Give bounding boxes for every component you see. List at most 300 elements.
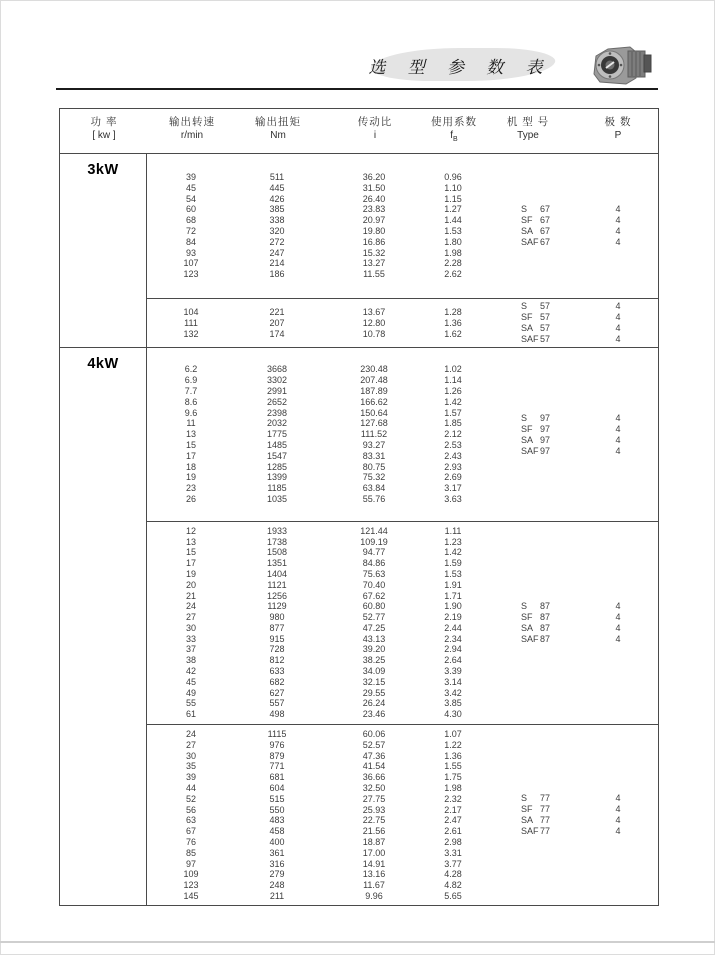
type-block <box>478 793 658 837</box>
table-row <box>147 880 658 891</box>
poles-value: 4 <box>615 412 621 423</box>
speed-cell: 20 <box>185 579 196 590</box>
service-factor-cell: 1.55 <box>444 761 462 772</box>
torque-cell: 879 <box>269 750 285 761</box>
power-cell <box>60 348 147 904</box>
ratio-cell: 23.83 <box>362 204 386 215</box>
service-factor-cell: 1.91 <box>444 579 462 590</box>
speed-cell: 107 <box>183 258 199 269</box>
ratio-cell: 55.76 <box>362 493 386 504</box>
ratio-cell: 12.80 <box>362 317 386 328</box>
speed-cell: 6.2 <box>184 364 198 375</box>
type-row <box>478 634 658 645</box>
speed-cell: 17 <box>185 450 196 461</box>
service-factor-cell: 1.11 <box>444 525 462 536</box>
ratio-block <box>147 298 658 347</box>
poles-value: 4 <box>615 214 621 225</box>
ratio-cell: 43.13 <box>362 633 386 644</box>
type-prefix: SF <box>521 423 533 434</box>
type-row <box>478 312 658 323</box>
service-factor-cell: 1.53 <box>444 225 462 236</box>
power-label: 4kW <box>87 356 119 373</box>
torque-cell: 385 <box>269 204 285 215</box>
type-row <box>478 623 658 634</box>
speed-cell: 18 <box>185 461 196 472</box>
poles-value: 4 <box>615 622 621 633</box>
type-row <box>478 612 658 623</box>
type-prefix: SA <box>521 622 534 633</box>
type-size: 57 <box>540 323 551 334</box>
ratio-cell: 15.32 <box>362 247 386 258</box>
table-row <box>147 751 658 762</box>
torque-cell: 498 <box>269 709 285 720</box>
ratio-cell: 32.15 <box>362 676 386 687</box>
table-body <box>60 154 658 905</box>
service-factor-cell: 1.28 <box>444 306 462 317</box>
service-factor-cell: 2.19 <box>444 612 462 623</box>
type-name <box>478 793 578 804</box>
speed-cell: 39 <box>185 772 196 783</box>
torque-cell: 1035 <box>266 493 288 504</box>
service-factor-cell: 0.96 <box>444 172 462 182</box>
ratio-cell: 36.66 <box>362 772 386 783</box>
table-row <box>147 677 658 688</box>
service-factor-cell: 1.85 <box>444 418 462 429</box>
type-size: 87 <box>540 622 551 633</box>
service-factor-cell: 1.26 <box>444 385 462 396</box>
torque-cell: 483 <box>269 815 285 826</box>
torque-cell: 2398 <box>266 407 288 418</box>
torque-cell: 1775 <box>266 429 288 440</box>
speed-cell: 93 <box>185 247 196 258</box>
torque-cell: 2032 <box>266 418 288 429</box>
table-row <box>147 655 658 666</box>
table-row <box>147 729 658 740</box>
type-name <box>478 215 578 226</box>
ratio-cell: 36.20 <box>362 172 386 182</box>
power-section <box>60 154 658 347</box>
type-row <box>478 413 658 424</box>
type-prefix: S <box>521 600 528 611</box>
ratio-cell: 80.75 <box>362 461 386 472</box>
ratio-block <box>147 348 658 520</box>
table-row <box>147 172 658 183</box>
service-factor-cell: 1.27 <box>444 204 462 215</box>
type-size: 97 <box>540 423 551 434</box>
table-header-row <box>60 109 658 154</box>
type-row <box>478 435 658 446</box>
speed-cell: 23 <box>185 483 196 494</box>
poles-value: 4 <box>615 814 621 825</box>
table-row <box>147 397 658 408</box>
ratio-cell: 25.93 <box>362 804 386 815</box>
speed-cell: 76 <box>185 837 196 848</box>
type-name <box>478 435 578 446</box>
type-block <box>478 301 658 345</box>
speed-cell: 13 <box>185 429 196 440</box>
table-row <box>147 859 658 870</box>
table-row <box>147 772 658 783</box>
service-factor-cell: 2.53 <box>444 439 462 450</box>
torque-cell: 186 <box>269 269 285 280</box>
speed-cell: 63 <box>185 815 196 826</box>
table-row <box>147 364 658 375</box>
table-row <box>147 580 658 591</box>
type-size: 97 <box>540 445 551 456</box>
torque-cell: 1399 <box>266 472 288 483</box>
service-factor-cell: 3.39 <box>444 666 462 677</box>
table-row <box>147 848 658 859</box>
service-factor-cell: 3.85 <box>444 698 462 709</box>
torque-cell: 728 <box>269 644 285 655</box>
ratio-cell: 187.89 <box>360 385 388 396</box>
type-name <box>478 301 578 312</box>
table-row <box>147 688 658 699</box>
torque-cell: 3302 <box>266 375 288 386</box>
service-factor-cell: 2.69 <box>444 472 462 483</box>
speed-cell: 49 <box>185 687 196 698</box>
speed-cell: 104 <box>183 306 199 317</box>
gearmotor-image <box>588 40 656 90</box>
poles-value: 4 <box>615 312 621 323</box>
ratio-cell: 27.75 <box>362 793 386 804</box>
speed-cell: 12 <box>185 525 196 536</box>
type-size: 77 <box>540 803 551 814</box>
table-row <box>147 472 658 483</box>
page-title: 选 型 参 数 表 <box>368 58 552 77</box>
service-factor-cell: 2.32 <box>444 793 462 804</box>
service-factor-cell: 1.71 <box>444 590 462 601</box>
service-factor-cell: 1.23 <box>444 536 462 547</box>
poles-value: 4 <box>615 445 621 456</box>
ratio-cell: 31.50 <box>362 182 386 193</box>
table-row <box>147 837 658 848</box>
poles-value: 4 <box>615 633 621 644</box>
torque-cell: 682 <box>269 676 285 687</box>
torque-cell: 211 <box>269 891 285 902</box>
type-name <box>478 446 578 457</box>
speed-cell: 19 <box>185 568 196 579</box>
type-prefix: S <box>521 301 528 312</box>
type-size: 67 <box>540 214 551 225</box>
service-factor-cell: 5.65 <box>444 891 462 902</box>
service-factor-cell: 2.47 <box>444 815 462 826</box>
table-row <box>147 375 658 386</box>
ratio-cell: 52.77 <box>362 612 386 623</box>
ratio-block <box>147 521 658 724</box>
torque-cell: 633 <box>269 666 285 677</box>
table-row <box>147 740 658 751</box>
torque-cell: 3668 <box>266 364 288 375</box>
torque-cell: 338 <box>269 215 285 226</box>
ratio-cell: 111.52 <box>360 429 388 440</box>
service-factor-cell: 1.14 <box>444 375 462 386</box>
torque-cell: 426 <box>269 193 285 204</box>
torque-cell: 1351 <box>266 558 288 569</box>
type-name <box>478 237 578 248</box>
type-name <box>478 612 578 623</box>
torque-cell: 272 <box>269 236 285 247</box>
service-factor-cell: 2.61 <box>444 826 462 837</box>
speed-cell: 19 <box>185 472 196 483</box>
table-row <box>147 248 658 259</box>
torque-cell: 1129 <box>267 601 287 612</box>
speed-cell: 84 <box>185 236 196 247</box>
ratio-cell: 16.86 <box>362 236 386 247</box>
type-prefix: SF <box>521 312 533 323</box>
speed-cell: 123 <box>183 269 199 280</box>
service-factor-cell: 1.42 <box>444 396 462 407</box>
torque-cell: 515 <box>269 793 285 804</box>
torque-cell: 1256 <box>266 590 288 601</box>
torque-cell: 316 <box>269 858 285 869</box>
service-factor-cell: 1.90 <box>444 601 462 612</box>
type-block <box>478 413 658 457</box>
type-prefix: SF <box>521 611 533 622</box>
type-block <box>478 204 658 248</box>
service-factor-cell: 1.36 <box>444 750 462 761</box>
type-prefix: SAF <box>521 633 539 644</box>
type-name <box>478 323 578 334</box>
speed-cell: 123 <box>183 880 199 891</box>
speed-cell: 67 <box>185 826 196 837</box>
table-row <box>147 869 658 880</box>
torque-cell: 550 <box>269 804 285 815</box>
poles-value: 4 <box>615 434 621 445</box>
torque-cell: 1285 <box>266 461 288 472</box>
ratio-cell: 75.63 <box>362 568 386 579</box>
col-header-power: 功 率 [ kw ] <box>90 116 118 141</box>
type-row <box>478 424 658 435</box>
ratio-cell: 10.78 <box>362 328 386 339</box>
type-prefix: SF <box>521 214 533 225</box>
speed-cell: 11 <box>186 418 196 429</box>
torque-cell: 458 <box>269 826 285 837</box>
speed-cell: 42 <box>185 666 196 677</box>
ratio-cell: 63.84 <box>362 483 386 494</box>
torque-cell: 604 <box>269 783 285 794</box>
speed-cell: 61 <box>185 709 196 720</box>
torque-cell: 1738 <box>266 536 288 547</box>
type-row <box>478 323 658 334</box>
type-row <box>478 204 658 215</box>
service-factor-cell: 3.14 <box>444 676 462 687</box>
torque-cell: 207 <box>269 317 285 328</box>
torque-cell: 1115 <box>267 729 287 740</box>
service-factor-cell: 2.44 <box>444 622 462 633</box>
type-size: 77 <box>540 814 551 825</box>
speed-cell: 111 <box>184 317 198 328</box>
table-row <box>147 569 658 580</box>
speed-cell: 39 <box>185 172 196 182</box>
ratio-cell: 47.36 <box>362 750 386 761</box>
poles-value: 4 <box>615 792 621 803</box>
ratio-cell: 13.27 <box>362 258 386 269</box>
speed-cell: 6.9 <box>184 375 198 386</box>
type-prefix: SF <box>521 803 533 814</box>
type-name <box>478 826 578 837</box>
speed-cell: 33 <box>185 633 196 644</box>
speed-cell: 45 <box>185 182 196 193</box>
ratio-cell: 60.80 <box>362 601 386 612</box>
table-row <box>147 269 658 280</box>
header-divider <box>56 88 658 90</box>
ratio-cell: 67.62 <box>362 590 386 601</box>
type-size: 97 <box>540 434 551 445</box>
ratio-cell: 17.00 <box>362 847 386 858</box>
speed-cell: 52 <box>185 793 196 804</box>
section-content <box>147 348 658 904</box>
type-size: 57 <box>540 334 551 345</box>
torque-cell: 445 <box>269 182 285 193</box>
service-factor-cell: 2.94 <box>444 644 462 655</box>
ratio-cell: 18.87 <box>362 837 386 848</box>
ratio-cell: 38.25 <box>362 655 386 666</box>
type-prefix: SA <box>521 323 534 334</box>
table-row <box>147 526 658 537</box>
speed-cell: 27 <box>185 612 196 623</box>
type-prefix: S <box>521 792 528 803</box>
service-factor-cell: 3.77 <box>444 858 462 869</box>
col-header-ratio: 传动比 i <box>357 116 393 141</box>
ratio-cell: 26.24 <box>362 698 386 709</box>
service-factor-cell: 1.98 <box>444 783 462 794</box>
speed-cell: 109 <box>183 869 199 880</box>
ratio-cell: 109.19 <box>360 536 388 547</box>
table-row <box>147 761 658 772</box>
poles-value: 4 <box>615 423 621 434</box>
col-header-output-speed: 输出转速 r/min <box>169 116 215 141</box>
service-factor-cell: 1.57 <box>444 407 462 418</box>
service-factor-cell: 1.36 <box>444 317 462 328</box>
type-row <box>478 793 658 804</box>
service-factor-cell: 1.44 <box>444 215 462 226</box>
torque-cell: 1508 <box>266 547 288 558</box>
table-row <box>147 537 658 548</box>
table-row <box>147 666 658 677</box>
torque-cell: 812 <box>269 655 285 666</box>
torque-cell: 221 <box>269 306 285 317</box>
service-factor-cell: 1.02 <box>444 364 462 375</box>
type-prefix: SA <box>521 814 534 825</box>
service-factor-cell: 1.07 <box>444 729 462 740</box>
speed-cell: 13 <box>185 536 196 547</box>
service-factor-cell: 3.63 <box>444 493 462 504</box>
service-factor-cell: 4.28 <box>444 869 462 880</box>
service-factor-cell: 1.59 <box>444 558 462 569</box>
type-prefix: S <box>521 203 528 214</box>
torque-cell: 681 <box>269 772 285 783</box>
poles-value: 4 <box>615 225 621 236</box>
speed-cell: 38 <box>185 655 196 666</box>
ratio-cell: 34.09 <box>362 666 386 677</box>
service-factor-cell: 2.12 <box>444 429 462 440</box>
ratio-cell: 94.77 <box>362 547 386 558</box>
poles-value: 4 <box>615 611 621 622</box>
type-name <box>478 424 578 435</box>
type-row <box>478 301 658 312</box>
torque-cell: 320 <box>269 225 285 236</box>
table-row <box>147 258 658 269</box>
poles-value: 4 <box>615 301 621 312</box>
type-prefix: SAF <box>521 334 539 345</box>
torque-cell: 1933 <box>266 525 288 536</box>
table-row <box>147 494 658 505</box>
ratio-cell: 26.40 <box>362 193 386 204</box>
speed-cell: 15 <box>185 439 196 450</box>
torque-cell: 1485 <box>266 439 288 450</box>
ratio-cell: 32.50 <box>362 783 386 794</box>
type-size: 77 <box>540 792 551 803</box>
speed-cell: 85 <box>185 847 196 858</box>
type-prefix: SAF <box>521 445 539 456</box>
ratio-cell: 23.46 <box>362 709 386 720</box>
torque-cell: 214 <box>269 258 285 269</box>
ratio-cell: 41.54 <box>362 761 386 772</box>
type-size: 57 <box>540 312 551 323</box>
speed-cell: 21 <box>185 590 196 601</box>
ratio-cell: 39.20 <box>362 644 386 655</box>
ratio-cell: 75.32 <box>362 472 386 483</box>
type-name <box>478 334 578 345</box>
table-row <box>147 483 658 494</box>
col-header-output-torque: 输出扭矩 Nm <box>255 116 301 141</box>
torque-cell: 174 <box>269 328 285 339</box>
torque-cell: 1404 <box>266 568 288 579</box>
torque-cell: 915 <box>269 633 285 644</box>
power-cell <box>60 154 147 347</box>
type-row <box>478 601 658 612</box>
ratio-cell: 9.96 <box>365 891 383 902</box>
service-factor-cell: 2.17 <box>444 804 462 815</box>
speed-cell: 55 <box>185 698 196 709</box>
torque-cell: 1547 <box>266 450 288 461</box>
type-name <box>478 601 578 612</box>
ratio-cell: 52.57 <box>362 739 386 750</box>
speed-cell: 68 <box>185 215 196 226</box>
speed-cell: 60 <box>185 204 196 215</box>
col-header-type: 机 型 号 Type <box>506 116 550 141</box>
ratio-cell: 13.67 <box>362 306 386 317</box>
col-header-poles: 极 数 P <box>604 116 632 141</box>
service-factor-cell: 1.98 <box>444 247 462 258</box>
table-row <box>147 183 658 194</box>
speed-cell: 17 <box>185 558 196 569</box>
torque-cell: 361 <box>269 847 285 858</box>
ratio-cell: 21.56 <box>362 826 386 837</box>
ratio-cell: 11.67 <box>363 880 385 891</box>
torque-cell: 400 <box>269 837 285 848</box>
service-factor-cell: 1.75 <box>444 772 462 783</box>
speed-cell: 56 <box>185 804 196 815</box>
poles-value: 4 <box>615 236 621 247</box>
torque-cell: 2991 <box>266 385 288 396</box>
service-factor-cell: 4.30 <box>444 709 462 720</box>
speed-cell: 37 <box>185 644 196 655</box>
page-bottom-edge <box>0 941 715 943</box>
torque-cell: 627 <box>269 687 285 698</box>
torque-cell: 877 <box>269 622 285 633</box>
speed-cell: 9.6 <box>184 407 198 418</box>
type-row <box>478 815 658 826</box>
torque-cell: 511 <box>269 172 285 182</box>
poles-value: 4 <box>615 600 621 611</box>
type-size: 57 <box>540 301 551 312</box>
speed-cell: 30 <box>185 622 196 633</box>
poles-value: 4 <box>615 203 621 214</box>
table-row <box>147 591 658 602</box>
poles-value: 4 <box>615 825 621 836</box>
